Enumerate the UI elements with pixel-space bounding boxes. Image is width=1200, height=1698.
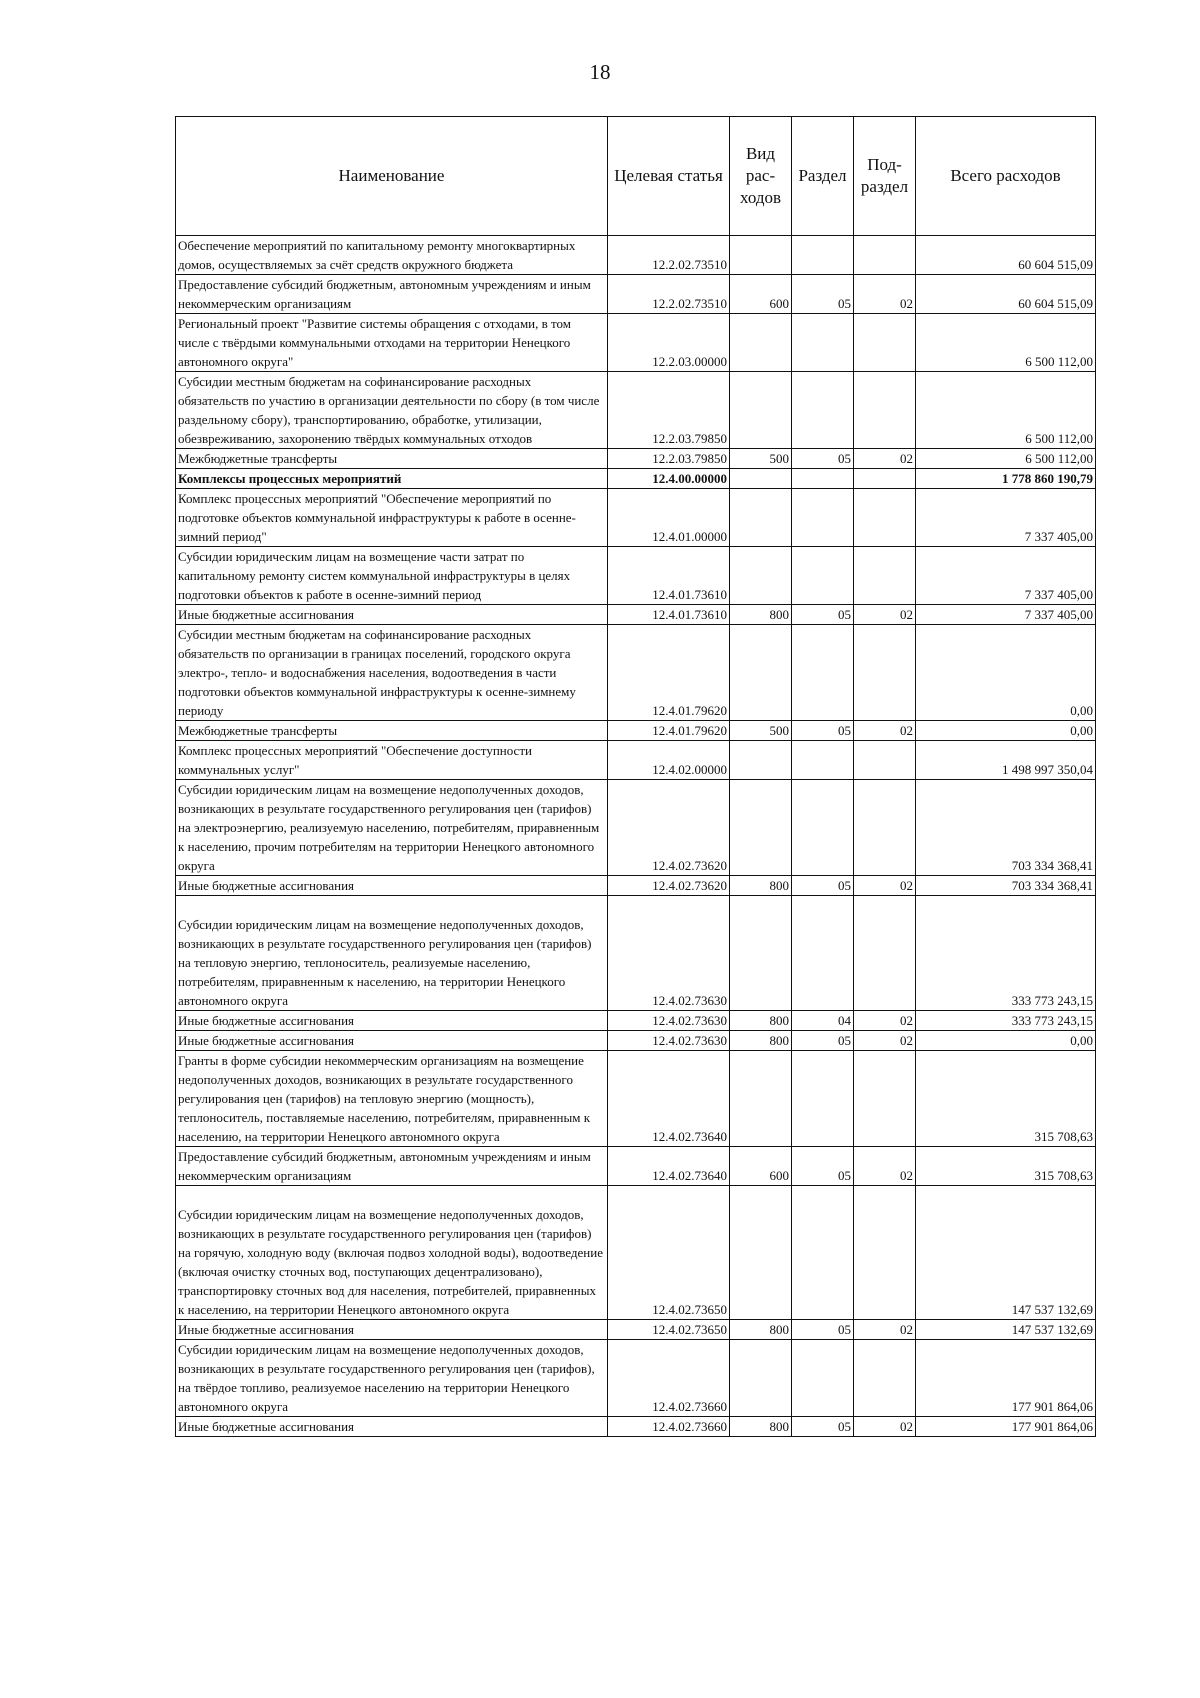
cell-subsection [854,1186,916,1320]
cell-subsection: 02 [854,1320,916,1340]
header-name: Наименование [176,117,608,236]
cell-section [792,625,854,721]
cell-subsection: 02 [854,1417,916,1437]
cell-expense-type [730,1051,792,1147]
table-row [176,489,1096,547]
cell-expense-type: 800 [730,876,792,896]
cell-total: 315 708,63 [916,1147,1096,1186]
cell-section [792,489,854,547]
cell-name: Иные бюджетные ассигнования [176,605,608,625]
table-body [176,236,1096,1437]
cell-expense-type [730,547,792,605]
cell-section: 05 [792,721,854,741]
cell-section: 05 [792,605,854,625]
table-row [176,1417,1096,1437]
header-subsection: Под-раздел [854,117,916,236]
cell-target-article: 12.4.02.73630 [608,1011,730,1031]
header-expense-type: Вид рас-ходов [730,117,792,236]
cell-total: 0,00 [916,1031,1096,1051]
cell-target-article: 12.4.02.73640 [608,1051,730,1147]
cell-subsection [854,372,916,449]
cell-name: Субсидии местным бюджетам на софинансирование расходных обязательств по участию в организации деятельности по сбору (в том числе раздельному сбору), транспортированию, обработке, утилизации, обезвреживанию, захоронению твёрдых коммунальных отходов [176,372,608,449]
cell-section: 04 [792,1011,854,1031]
cell-expense-type [730,1186,792,1320]
cell-subsection [854,625,916,721]
cell-target-article: 12.4.02.73640 [608,1147,730,1186]
cell-subsection [854,1340,916,1417]
cell-expense-type [730,489,792,547]
cell-target-article: 12.4.02.00000 [608,741,730,780]
header-row [176,117,1096,236]
cell-name: Обеспечение мероприятий по капитальному ремонту многоквартирных домов, осуществляемых за счёт средств окружного бюджета [176,236,608,275]
cell-total: 0,00 [916,625,1096,721]
cell-name: Иные бюджетные ассигнования [176,1011,608,1031]
cell-subsection: 02 [854,1147,916,1186]
table-row [176,1340,1096,1417]
cell-total: 1 498 997 350,04 [916,741,1096,780]
table-row [176,1031,1096,1051]
cell-name: Комплекс процессных мероприятий "Обеспечение мероприятий по подготовке объектов коммунальной инфраструктуры к работе в осенне-зимний период" [176,489,608,547]
cell-expense-type: 500 [730,721,792,741]
table-row [176,236,1096,275]
table-row [176,1011,1096,1031]
cell-target-article: 12.2.02.73510 [608,236,730,275]
cell-target-article: 12.4.02.73620 [608,876,730,896]
cell-section: 05 [792,1417,854,1437]
cell-expense-type: 500 [730,449,792,469]
cell-expense-type [730,372,792,449]
cell-section [792,1051,854,1147]
cell-section: 05 [792,1320,854,1340]
cell-target-article: 12.4.02.73650 [608,1320,730,1340]
cell-section [792,372,854,449]
cell-subsection [854,547,916,605]
table-row [176,372,1096,449]
cell-target-article: 12.4.00.00000 [608,469,730,489]
cell-subsection: 02 [854,876,916,896]
cell-target-article: 12.4.01.00000 [608,489,730,547]
cell-total: 703 334 368,41 [916,876,1096,896]
cell-name: Иные бюджетные ассигнования [176,1320,608,1340]
table-row [176,1051,1096,1147]
table-row [176,780,1096,876]
cell-total: 1 778 860 190,79 [916,469,1096,489]
cell-section: 05 [792,1031,854,1051]
cell-section [792,896,854,1011]
cell-target-article: 12.4.02.73660 [608,1340,730,1417]
budget-table [175,116,1096,1437]
cell-name: Иные бюджетные ассигнования [176,876,608,896]
cell-expense-type: 600 [730,1147,792,1186]
cell-expense-type [730,896,792,1011]
cell-subsection [854,780,916,876]
cell-total: 177 901 864,06 [916,1417,1096,1437]
cell-section [792,236,854,275]
cell-subsection: 02 [854,275,916,314]
cell-expense-type [730,469,792,489]
cell-subsection [854,469,916,489]
cell-name: Субсидии юридическим лицам на возмещение недополученных доходов, возникающих в результате государственного регулирования цен (тарифов) на тепловую энергию, теплоноситель, реализуемые населению, потребителям, приравненным к населению, на территории Ненецкого автономного округа [176,896,608,1011]
cell-expense-type: 800 [730,605,792,625]
cell-name: Региональный проект "Развитие системы обращения с отходами, в том числе с твёрдыми коммунальными отходами на территории Ненецкого автономного округа" [176,314,608,372]
cell-name: Субсидии юридическим лицам на возмещение недополученных доходов, возникающих в результате государственного регулирования цен (тарифов) на горячую, холодную воду (включая подвоз холодной воды), водоотведение (включая очистку сточных вод, поступающих децентрализовано), транспортировку сточных вод для населения, потребителей, приравненных к населению, на территории Ненецкого автономного округа [176,1186,608,1320]
cell-total: 315 708,63 [916,1051,1096,1147]
cell-name: Субсидии юридическим лицам на возмещение недополученных доходов, возникающих в результате государственного регулирования цен (тарифов), на твёрдое топливо, реализуемое населению на территории Ненецкого автономного округа [176,1340,608,1417]
table-row [176,876,1096,896]
cell-expense-type [730,741,792,780]
cell-total: 333 773 243,15 [916,896,1096,1011]
cell-target-article: 12.2.03.00000 [608,314,730,372]
cell-target-article: 12.4.02.73650 [608,1186,730,1320]
cell-target-article: 12.4.01.79620 [608,721,730,741]
cell-total: 0,00 [916,721,1096,741]
cell-expense-type: 800 [730,1031,792,1051]
cell-expense-type: 800 [730,1320,792,1340]
cell-section [792,1186,854,1320]
cell-target-article: 12.4.02.73630 [608,1031,730,1051]
header-section: Раздел [792,117,854,236]
cell-expense-type: 800 [730,1417,792,1437]
cell-subsection [854,489,916,547]
cell-section [792,469,854,489]
cell-target-article: 12.4.01.73610 [608,547,730,605]
cell-subsection: 02 [854,605,916,625]
cell-subsection: 02 [854,449,916,469]
cell-total: 333 773 243,15 [916,1011,1096,1031]
cell-section [792,741,854,780]
cell-target-article: 12.2.02.73510 [608,275,730,314]
cell-total: 7 337 405,00 [916,547,1096,605]
cell-expense-type: 600 [730,275,792,314]
cell-name: Субсидии местным бюджетам на софинансирование расходных обязательств по организации в границах поселений, городского округа электро-, тепло- и водоснабжения населения, водоотведения в части подготовки объектов коммунальной инфраструктуры к осенне-зимнему периоду [176,625,608,721]
cell-target-article: 12.4.01.73610 [608,605,730,625]
cell-total: 177 901 864,06 [916,1340,1096,1417]
table-row [176,625,1096,721]
cell-expense-type [730,236,792,275]
cell-subsection [854,236,916,275]
cell-name: Межбюджетные трансферты [176,449,608,469]
cell-name: Комплекс процессных мероприятий "Обеспечение доступности коммунальных услуг" [176,741,608,780]
cell-total: 703 334 368,41 [916,780,1096,876]
cell-subsection: 02 [854,1011,916,1031]
cell-section [792,547,854,605]
table-row [176,605,1096,625]
cell-target-article: 12.4.02.73630 [608,896,730,1011]
header-target-article: Целевая статья [608,117,730,236]
header-total-expenses: Всего расходов [916,117,1096,236]
cell-name: Субсидии юридическим лицам на возмещение недополученных доходов, возникающих в результате государственного регулирования цен (тарифов) на электроэнергию, реализуемую населению, потребителям, приравненным к населению, прочим потребителям на территории Ненецкого автономного округа [176,780,608,876]
cell-subsection [854,1051,916,1147]
cell-name: Предоставление субсидий бюджетным, автономным учреждениям и иным некоммерческим организациям [176,1147,608,1186]
table-row [176,275,1096,314]
cell-expense-type: 800 [730,1011,792,1031]
cell-expense-type [730,1340,792,1417]
cell-name: Межбюджетные трансферты [176,721,608,741]
cell-name: Иные бюджетные ассигнования [176,1031,608,1051]
cell-total: 60 604 515,09 [916,275,1096,314]
cell-section: 05 [792,876,854,896]
cell-target-article: 12.4.01.79620 [608,625,730,721]
table-row [176,741,1096,780]
cell-total: 60 604 515,09 [916,236,1096,275]
cell-expense-type [730,625,792,721]
table-row [176,721,1096,741]
cell-total: 147 537 132,69 [916,1320,1096,1340]
cell-section [792,780,854,876]
cell-subsection [854,896,916,1011]
cell-total: 7 337 405,00 [916,489,1096,547]
table-row [176,469,1096,489]
cell-subsection: 02 [854,721,916,741]
cell-subsection [854,314,916,372]
cell-expense-type [730,314,792,372]
cell-section [792,1340,854,1417]
table-row [176,1186,1096,1320]
cell-total: 6 500 112,00 [916,372,1096,449]
table-row [176,896,1096,1011]
cell-target-article: 12.4.02.73620 [608,780,730,876]
cell-section [792,314,854,372]
table-row [176,1320,1096,1340]
page-number: 18 [589,60,611,84]
cell-expense-type [730,780,792,876]
cell-subsection: 02 [854,1031,916,1051]
cell-total: 6 500 112,00 [916,449,1096,469]
cell-name: Предоставление субсидий бюджетным, автономным учреждениям и иным некоммерческим организациям [176,275,608,314]
cell-name: Субсидии юридическим лицам на возмещение части затрат по капитальному ремонту систем коммунальной инфраструктуры в целях подготовки объектов к работе в осенне-зимний период [176,547,608,605]
cell-name: Гранты в форме субсидии некоммерческим организациям на возмещение недополученных доходов, возникающих в результате государственного регулирования цен (тарифов) на тепловую энергию (мощность), теплоноситель, поставляемые населению, потребителям, приравненным к населению, на территории Ненецкого автономного округа [176,1051,608,1147]
cell-total: 6 500 112,00 [916,314,1096,372]
cell-section: 05 [792,275,854,314]
cell-target-article: 12.2.03.79850 [608,449,730,469]
cell-subsection [854,741,916,780]
cell-total: 147 537 132,69 [916,1186,1096,1320]
cell-name: Комплексы процессных мероприятий [176,469,608,489]
cell-target-article: 12.2.03.79850 [608,372,730,449]
table-row [176,1147,1096,1186]
table-row [176,547,1096,605]
cell-section: 05 [792,1147,854,1186]
table-header [176,117,1096,236]
table-row [176,449,1096,469]
table-row [176,314,1096,372]
cell-section: 05 [792,449,854,469]
cell-target-article: 12.4.02.73660 [608,1417,730,1437]
cell-total: 7 337 405,00 [916,605,1096,625]
cell-name: Иные бюджетные ассигнования [176,1417,608,1437]
